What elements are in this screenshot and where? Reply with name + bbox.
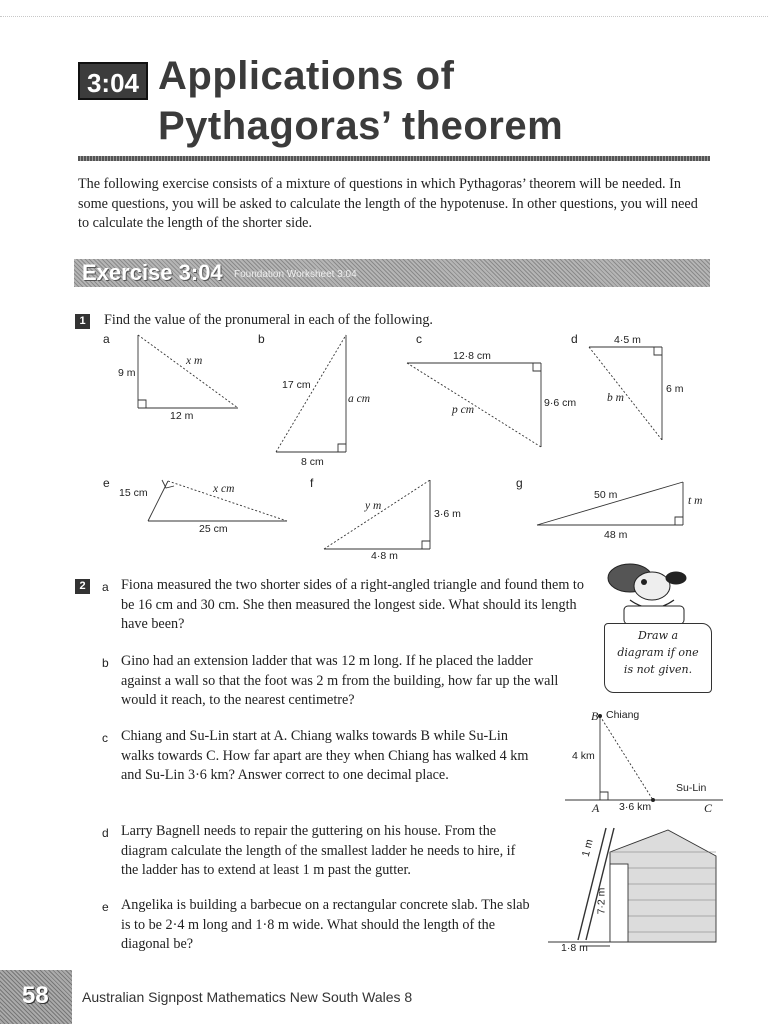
q1c-side1-label: 12·8 cm [453,350,491,362]
q1a-right-angle [138,400,146,408]
exercise-banner [74,259,710,287]
q1e-side1-label: 15 cm [119,487,148,499]
q1d-side1-label: 4·5 m [614,334,641,346]
q1g-side2-label: 48 m [604,529,628,541]
question-2-number: 2 [75,579,90,594]
q1-part-b-label: b [258,332,265,346]
q1f-right-angle [422,541,430,549]
note-line3: is not given. [623,663,693,676]
intro-paragraph: The following exercise consists of a mixture of questions in which Pythagoras’ theorem will be needed. In some questions, you will be asked to calculate the length of the hypotenuse. In other questions, you will need to calculate the length of the shorter side. [78,176,698,231]
q1g-side1-label: 50 m [594,489,618,501]
q1b-right-angle [338,444,346,452]
book-title: Australian Signpost Mathematics New South Wales 8 [82,989,413,1005]
q1a-side2-label: 12 m [170,410,194,422]
cartoon-note [604,623,712,693]
q1b-hypotenuse [276,335,346,452]
q1-part-c-label: c [416,332,422,346]
q2d-base-label: 1·8 m [561,942,588,954]
q1a-triangle [125,330,255,420]
q2d-height-label: 7·2 m [595,887,608,915]
q1f-hypotenuse [324,480,430,549]
q1-part-e-label: e [103,476,110,490]
q2d-door [610,864,628,942]
q2c-point-sulin [651,798,655,802]
q1b-side2-label: 8 cm [301,456,324,468]
q1-part-g-label: g [516,476,523,490]
q1f-side2-label: 4·8 m [371,550,398,562]
q2d-text: Larry Bagnell needs to repair the guttering on his house. From the diagram calculate the length of the smallest ladder he needs to hire, if the ladder has to extend at least 1 m past the gutter. [121,823,516,878]
q1-part-d-label: d [571,332,578,346]
q2c-point-b [598,714,602,718]
exercise-subtitle: Foundation Worksheet 3:04 [234,269,357,280]
q2c-chiang-label: Chiang [606,709,640,721]
q1f-side1-label: 3·6 m [434,508,461,520]
page-title-line1: Applications of [158,54,455,98]
q1-part-a-label: a [103,332,110,346]
q1b-side1-label: 17 cm [282,379,311,391]
q2c-distance-line [600,716,653,800]
q1b-triangle [270,330,360,460]
q2b-text: Gino had an extension ladder that was 12 m long. If he placed the ladder against a wall so that the foot was 2 m from the building, how far up the wall would it reach, to the nearest centimetre? [121,653,559,708]
note-line1: Draw a [637,629,679,642]
page-number-badge [0,970,72,1024]
q1e-unknown-label: x cm [213,483,235,495]
q1a-side1-label: 9 m [118,367,136,379]
q1a-hypotenuse [138,335,238,408]
q1c-triangle [405,355,550,455]
q2c-sulin-label: Su-Lin [676,782,707,794]
q1c-side2-label: 9·6 cm [544,397,577,409]
q1d-side2-label: 6 m [666,383,684,395]
q1d-unknown-label: b m [607,392,624,404]
q2c-label: c [102,731,108,745]
q2e-text: Angelika is building a barbecue on a rectangular concrete slab. The slab is to be 2·4 m long and 1·8 m wide. What should the length of the diagonal be? [121,897,530,952]
question-1-number: 1 [75,314,90,329]
q1g-triangle [535,476,690,531]
q2a-text: Fiona measured the two shorter sides of a right-angled triangle and found them to be 16 cm and 30 cm. She then measured the longest side. What should its length have been? [121,577,584,632]
q1b-unknown-label: a cm [348,393,371,405]
q1d-right-angle [654,347,662,355]
note-line2: diagram if one [617,646,699,659]
q1d-triangle [585,340,670,445]
q2d-label: d [102,826,109,840]
q2c-side-ac-label: 3·6 km [619,801,652,813]
q2c-point-c-label: C [704,801,713,815]
q2c-point-b-label: B [591,709,599,723]
q1f-unknown-label: y m [365,500,382,512]
q2c-right-angle [600,792,608,800]
q1g-right-angle [675,517,683,525]
cartoon-character-icon [600,556,705,628]
q2b-label: b [102,656,109,670]
q2a-label: a [102,580,109,594]
exercise-title: Exercise 3:04 [82,260,223,285]
q1d-hypotenuse [589,347,662,440]
question-1-text: Find the value of the pronumeral in each of the following. [104,312,433,328]
q1c-unknown-label: p cm [452,404,475,416]
q1g-unknown-label: t m [688,495,703,507]
page-number: 58 [22,982,49,1009]
q1e-side2-label: 25 cm [199,523,228,535]
q2c-side-ab-label: 4 km [572,750,595,762]
q1a-unknown-label: x m [186,355,203,367]
q2e-label: e [102,900,109,914]
q2c-text: Chiang and Su-Lin start at A. Chiang walks towards B while Su-Lin walks towards C. How far apart are they when Chiang has walked 4 km and Su-Lin 3·6 km? Answer correct to one decimal place. [121,728,529,783]
q1f-triangle [320,476,440,556]
q2c-point-a-label: A [592,801,600,815]
page-top-edge [0,16,768,17]
page-title-line2: Pythagoras’ theorem [158,104,564,148]
q2d-extend-label: 1 m [579,838,596,858]
section-number-badge: 3:04 [78,62,148,100]
q1c-right-angle [533,363,541,371]
q2d-diagram [548,822,718,947]
title-rule [78,156,710,161]
q1-part-f-label: f [310,476,314,490]
